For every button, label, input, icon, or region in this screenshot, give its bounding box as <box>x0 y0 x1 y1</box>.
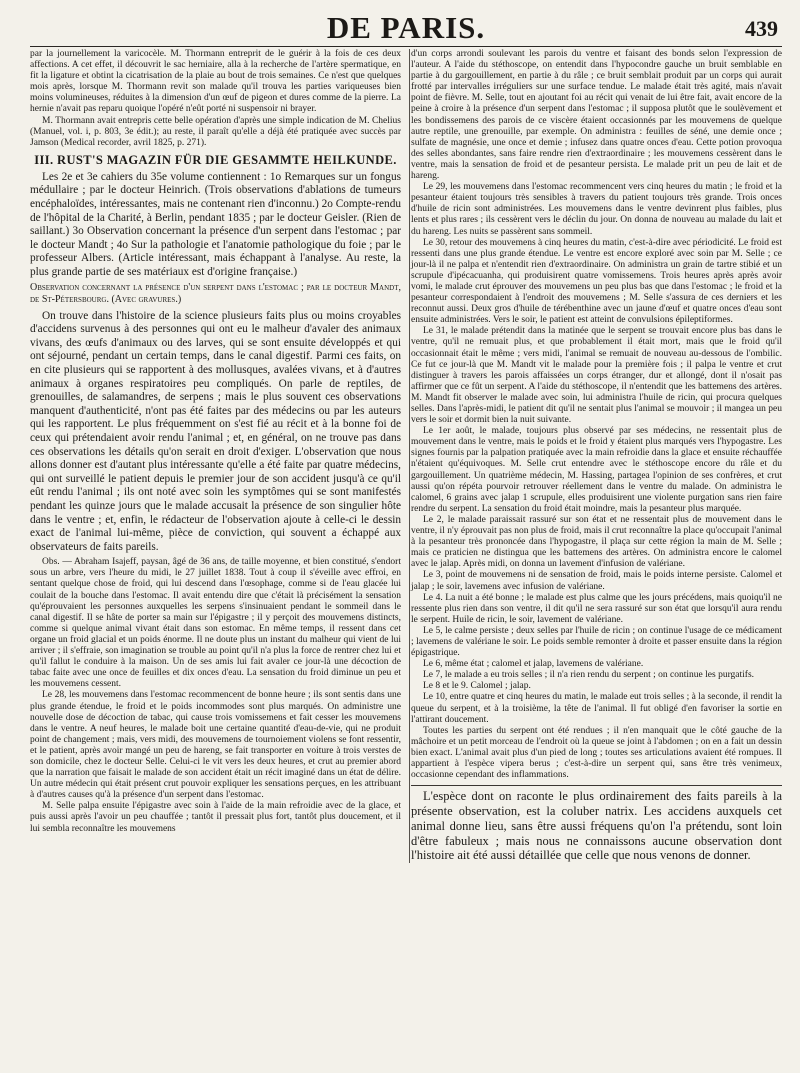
paragraph: Le 31, le malade prétendit dans la matinée que le serpent se trouvait encore plus bas dans le ventre, qu'il ne remuait plus, et que probablement il était mort, mais que le froid qu'il occasionnait était le même ; vers midi, l'animal se remuait de nouveau au-dessous de l'ombilic. Ce fut ce jour-là que M. Mandt vit le malade pour la première fois ; il palpa le ventre et crut distinguer à travers les parois affaissées un corps étranger, dur et allongé, dont il n'osait pas affirmer que ce fût un serpent. A l'aide du stéthoscope, il n'entendit que les battemens des artères. M. Mandt fit observer le malade avec soin, lui administra l'huile de ricin, qui procura quelques selles. Dans l'après-midi, le patient dit qu'il ne sentait plus l'animal se mouvoir ; il mangea un peu vers le soir et dormit bien la nuit suivante. <box>411 326 782 426</box>
page-header <box>30 6 782 47</box>
paragraph: Le 29, les mouvemens dans l'estomac recommencent vers cinq heures du matin ; le froid et la pesanteur étaient toujours très sensibles à travers du patient toujours très grande. Trois onces d'huile de ricin sont administrées. Les mouvemens dans le ventre devinrent plus faibles, plus lents et plus rares ; ils cessèrent vers le déclin du jour. On donna de nouveau au malade du lait et du hareng. Les nuits se passèrent sans sommeil. <box>411 182 782 237</box>
left-column <box>30 49 410 863</box>
paragraph: Le 10, entre quatre et cinq heures du matin, le malade eut trois selles ; à la seconde, il rendit la queue du serpent, et à la troisième, la tête de l'animal. Il fut obligé d'en favoriser la sortie en l'attirant doucement. <box>411 692 782 725</box>
paragraph: Obs. — Abraham Isajeff, paysan, âgé de 36 ans, de taille moyenne, et bien constitué, s'endort sous un arbre, vers l'heure du midi, le 27 juillet 1838. Tout à coup il s'éveille avec effroi, en sentant quelque chose de froid, qui lui descend dans l'œsophage, comme si de l'eau glacée lui coulait de la bouche dans l'estomac. Il avait entendu dire que c'était là précisément la sensation qu'éprouvaient les personnes auxquelles les serpens s'insinuaient pendant le sommeil dans le canal digestif. Il se hâte de porter sa main sur l'épigastre ; il y perçoit des mouvemens distincts, comme si quelque animal vivant était dans son estomac. En même temps, il ressent dans cet organe un froid glacial et un poids énorme. Il ne doute plus un instant du malheur qui vient de lui arriver ; il s'effraie, son imagination se trouble au point qu'il n'a plus la force de rentrer chez lui et qu'il fallut le conduire à la maison. Un de ses amis lui fait avaler ce jour-là une décoction de tabac faite avec une once de feuilles et dix onces d'eau. La sensation du froid diminue un peu et les mouvemens cessent. <box>30 557 401 690</box>
paragraph: Le 2, le malade paraissait rassuré sur son état et ne ressentait plus de mouvement dans le ventre, il n'y éprouvait pas non plus de froid, mais il crut reconnaître la place qu'occupait l'animal à la pesanteur très prononcée dans l'hypogastre, il plaça sur cette région la main de M. Selle ; mais ce praticien ne distingua que les battemens des artères. On administra encore le calomel avec le jalap. Après midi, on donna un lavement d'infusion de valériane. <box>411 514 782 570</box>
divider <box>411 785 782 786</box>
paragraph: Le 1er août, le malade, toujours plus observé par ses médecins, ne ressentait plus de mouvement dans le ventre, mais le poids et le froid y étaient plus marqués vers l'hypogastre. Les signes fournis par la palpation pratiquée avec la main refroidie dans la glace et ensuite réchauffée n'étaient qu'équivoques. M. Selle crut entendre avec le stéthoscope encore du râle et du gargouillement. Un quatrième médecin, M. Hassing, partagea l'opinion de ses confrères, et crut aussi qu'on répéta pourvoir retrouver réellement dans le ventre du malade. On administra le calomel, 6 grains avec jalap 1 scrupule, elles produisirent une violente purgation sans rien faire rendre du serpent. La sensation du froid était moindre, mais la pesanteur plus marquée. <box>411 426 782 514</box>
paragraph: Le 5, le calme persiste ; deux selles par l'huile de ricin ; on continue l'usage de ce médicament ; lavemens de valériane le soir. Le poids semble remonter à droite et passer ensuite dans la région épigastrique. <box>411 625 782 659</box>
paragraph: Les 2e et 3e cahiers du 35e volume contiennent : 1o Remarques sur un fongus médullaire ; par le docteur Heinrich. (Trois observations d'ablations de tumeurs encéphaloïdes, intéressantes, mais ne contenant rien d'inconnu.) 2o Compte-rendu de l'hôpital de la Charité, à Berlin, pendant 1835 ; par le docteur Geisler. (Rien de saillant.) 3o Observation concernant la présence d'un serpent dans l'estomac ; par le docteur Mandt ; 4o Sur la pathologie et l'anatomie pathologique du foie ; par le professeur Albers. (Article intéressant, mais échappant à l'analyse. Au reste, la plus grande partie de ses matériaux est d'origine française.) <box>30 170 401 278</box>
paragraph: Le 4. La nuit a été bonne ; le malade est plus calme que les jours précédens, mais quoiqu'il ne ressente plus rien dans son ventre, il dit qu'il ne sera rassuré sur son état que lorsqu'il aura rendu le serpent. Huile de ricin, le soir, lavement de valériane. <box>411 592 782 625</box>
paragraph: Le 28, les mouvemens dans l'estomac recommencent de bonne heure ; ils sont sentis dans une plus grande étendue, le froid et le poids incommodes sont plus marqués. On administre une nouvelle dose de décoction de tabac, qui cause trois vomissemens et fait cesser les mouvemens dans le ventre. A neuf heures, le malade boit une certaine quantité d'eau-de-vie, qui ne produit point de changement ; mais, vers midi, des mouvemens de tournoiement violens se font ressentir, et le patient, après avoir mangé un peu de hareng, se fait transporter en voiture à trois verstes de son domicile, chez le docteur Selle. Celui-ci le vit vers les deux heures, et crut au premier abord que la narration que faisait le malade de son accident était un récit imaginé dans un état de délire. Un autre médecin qui était présent crut pouvoir expliquer les sensations perçues, en les attribuant à d'autres causes qu'à la présence d'un serpent dans l'estomac. <box>30 690 401 801</box>
paragraph: Le 6, même état ; calomel et jalap, lavemens de valériane. <box>423 659 644 670</box>
paragraph: Toutes les parties du serpent ont été rendues ; il n'en manquait que le côté gauche de la mâchoire et un petit morceau de l'endroit où la queue se joint à l'abdomen ; on en a fait un dessin bien exact. L'animal avait plus d'un pied de long ; toutes ses articulations avaient été rompues. Il appartient à l'espèce vipera berus ; c'est-à-dire un serpent qui, sans être très venimeux, occasionne cependant des inflammations. <box>411 725 782 781</box>
paragraph: M. Selle palpa ensuite l'épigastre avec soin à l'aide de la main refroidie avec de la glace, et puis aussi après l'avoir un peu chauffée ; tantôt il pressait plus fort, tantôt plus doucement, et il lui sembla reconnaître les mouvemens <box>30 801 401 834</box>
paragraph: Le 30, retour des mouvemens à cinq heures du matin, c'est-à-dire avec périodicité. Le froid est ressenti dans une plus grande étendue. Le ventre est encore exploré avec soin par M. Selle ; ce jour-là il ne palpa et n'entendit rien d'extraordinaire. On administra un grain de tartre stibié et un scrupule d'ipécacuanha, qui produisirent quatre vomissemens. Trois heures après après avoir vomi, le malade crut éprouver des mouvemens un peu plus bas que dans l'estomac ; le froid et la pesanteur correspondaient à l'endroit des mouvemens ; M. Selle s'assura de ces derniers et les reconnut aussi. Deux gros d'huile de térébenthine avec un jaune d'œuf et quatre onces d'eau sont ensuite administrées. Vers le soir, le patient est atteint de convulsions épileptiformes. <box>411 237 782 326</box>
page-title: DE PARIS. <box>326 10 486 45</box>
paragraph: par la journellement la varicocèle. M. Thormann entreprit de le guérir à la fois de ces deux affections. A cet effet, il découvrit le sac herniaire, alla à la recherche de l'artère spermatique, en fit la ligature et obtint la cicatrisation de la plaie au bout de trois semaines. Ce n'est que quelques mois après, lorsque M. Thormann revit son malade qu'il trouva les parties variqueuses bien moins volumineuses, réduites à la dimension d'un œuf de pigeon et dures comme de la pierre. La hernie n'avait pas reparu quoique l'opéré n'eût porté ni suspensoir ni brayer. <box>30 49 401 115</box>
paragraph: d'un corps arrondi soulevant les parois du ventre et faisant des bonds selon l'expression de l'auteur. A l'aide du stéthoscope, on entendit dans l'hypocondre gauche un bruit semblable en partie à du gargouillement, en partie à du râle ; ce bruit semblait produit par un corps qui aurait frotté par intervalles irréguliers sur une surface tendue. Le malade était très agité, mais n'avait point de fièvre. M. Selle, tout en ajoutant foi au récit qui venait de lui être fait, avait encore de la peine à croire à la présence d'un serpent dans l'estomac ; il supposa plutôt que le soulèvement et les bondissemens des parois de ce viscère étaient occasionnés par les mouvemens de quelque autre reptile, une grenouille, par exemple. On administra : feuilles de séné, une demie once ; sulfate de magnésie, une once et demie ; infusez dans quatre onces d'eau. Cette potion provoqua des selles abondantes, sans faire rendre rien d'extraordinaire ; les mouvemens cessèrent dans le ventre, mais la sensation de froid et de pesanteur persista. Le malade prit un peu de lait et de hareng. <box>411 49 782 182</box>
paragraph: On trouve dans l'histoire de la science plusieurs faits plus ou moins croyables d'accidens survenus à des personnes qui ont eu le malheur d'avaler des animaux vivans, des œufs d'animaux ou des larves, qui se sont ensuite développés et qui ont séjourné, pendant un certain temps, dans le canal digestif. Parmi ces faits, on en cite plusieurs qui se rapportent à des mollusques, avalées vivans, et à d'autres animaux à organes respiratoires peu compliqués. On parle de reptiles, de grenouilles, de salamandres, de serpens ; mais le plus souvent ces observations manquent d'authenticité, n'ont pas été faites par des médecins ou par les auteurs qui les rapportent. Le plus fréquemment on s'est fié au récit et à la bonne foi de ceux qui prétendaient avoir rendu l'animal ; et, en général, on ne trouve pas dans ces observations les détails qu'on serait en droit d'exiger. L'observation que nous allons donner est d'autant plus intéressante qu'elle a été faite par quatre médecins, qui ont surveillé le patient depuis le premier jour de son accident jusqu'à ce qu'il eût rendu l'animal ; ils ont noté avec soin les symptômes qui se sont manifestés pendant les quinze jours que le malade accusait la présence de son singulier hôte dans le ventre ; et, enfin, le rédacteur de l'observation ajoute à celle-ci le dessin exact de l'animal lui-même, pièce de conviction, qui souvent a échappé aux observateurs de faits pareils. <box>30 309 401 553</box>
paragraph: L'espèce dont on raconte le plus ordinairement des faits pareils à la présente observation, est la coluber natrix. Les accidens auxquels cet animal donne lieu, sans être aussi fréquens qu'on l'a prétendu, sont loin d'être fabuleux ; mais nous ne connaissons aucune observation dont l'histoire ait été aussi détaillée que celle que nous venons de donner. <box>411 789 782 863</box>
paragraph: Le 3, point de mouvemens ni de sensation de froid, mais le poids interne persiste. Calomel et jalap ; le soir, lavemens avec infusion de valériane. <box>411 570 782 592</box>
section-title: III. RUST'S MAGAZIN FÜR DIE GESAMMTE HEILKUNDE. <box>34 152 397 167</box>
paragraph: Le 7, le malade a eu trois selles ; il n'a rien rendu du serpent ; on continue les purgatifs. <box>423 670 755 681</box>
text-columns <box>30 49 782 863</box>
observation-title: Observation concernant la présence d'un serpent dans l'estomac ; par le docteur Mandt, de St-Pétersbourg. (Avec gravures.) <box>30 281 401 305</box>
closing-remark <box>411 789 782 863</box>
page-number: 439 <box>745 16 778 41</box>
paragraph: Le 8 et le 9. Calomel ; jalap. <box>423 681 531 692</box>
paragraph: M. Thormann avait entrepris cette belle opération d'après une simple indication de M. Chelius (Manuel, vol. i, p. 803, 3e édit.); au reste, il paraît qu'elle a déjà été pratiquée avec succès par Jamson (Medical recorder, avril 1825, p. 271). <box>30 115 401 148</box>
right-column <box>411 49 782 863</box>
contents-summary <box>30 171 401 280</box>
observation-intro <box>30 310 401 555</box>
